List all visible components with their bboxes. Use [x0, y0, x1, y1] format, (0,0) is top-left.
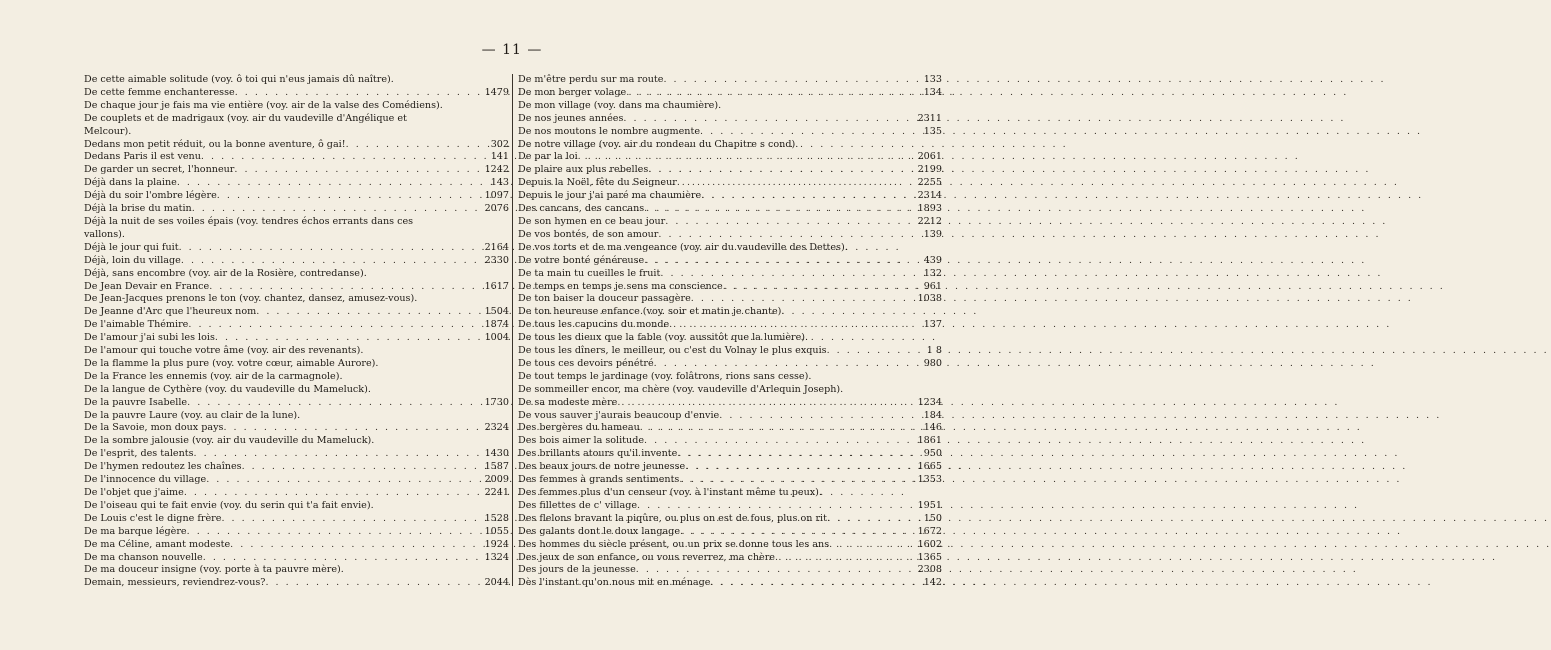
- entry-title: vallons).: [84, 228, 125, 240]
- index-entry: [518, 87, 942, 100]
- dot-leader: [654, 358, 914, 371]
- index-entry: [518, 577, 942, 590]
- entry-title: De l'oiseau qui te fait envie (voy. du serin qui t'a fait envie).: [84, 499, 374, 511]
- entry-title: De son hymen en ce beau jour: [518, 215, 666, 227]
- entry-title: De Jeanne d'Arc que l'heureux nom: [84, 306, 257, 318]
- dot-leader: [701, 190, 914, 203]
- index-entry: [84, 345, 509, 358]
- entry-page-number: 1234: [917, 396, 942, 408]
- entry-page-number: 134: [923, 86, 942, 98]
- index-entry: [84, 410, 509, 423]
- entry-page-number: 1504: [484, 306, 509, 318]
- dot-leader: [775, 552, 914, 565]
- dot-leader: [660, 268, 914, 281]
- index-entry: [518, 177, 942, 190]
- entry-title: De Jean-Jacques prenons le ton (voy. chantez, dansez, amusez-vous).: [84, 293, 418, 305]
- entry-title: Déjà, sans encombre (voy. air de la Rosière, contredanse).: [84, 267, 367, 279]
- index-entry: [518, 474, 942, 487]
- entry-page-number: 1038: [917, 293, 942, 305]
- index-entry: [84, 229, 509, 242]
- entry-page-number: 1097: [484, 190, 509, 202]
- dot-leader: [644, 203, 914, 216]
- dot-leader: [669, 319, 914, 332]
- index-entry: [84, 164, 509, 177]
- index-entry: [84, 397, 509, 410]
- index-entry: [518, 564, 942, 577]
- entry-page-number: 1324: [484, 551, 509, 563]
- entry-page-number: 439: [923, 254, 942, 266]
- dot-leader: [829, 539, 914, 552]
- index-entry: [518, 435, 942, 448]
- entry-page-number: 1479: [484, 86, 509, 98]
- index-entry: [84, 539, 509, 552]
- dot-leader: [235, 87, 481, 100]
- dot-leader: [677, 177, 914, 190]
- entry-title: Demain, messieurs, reviendrez-vous?: [84, 577, 266, 589]
- dot-leader: [719, 410, 914, 423]
- entry-title: Melcour).: [84, 125, 132, 137]
- entry-page-number: 1004: [484, 332, 509, 344]
- entry-page-number: 2212: [917, 215, 942, 227]
- index-entry: [518, 526, 942, 539]
- entry-page-number: 302: [490, 138, 509, 150]
- dot-leader: [700, 126, 914, 139]
- entry-title: De la pauvre Laure (voy. au clair de la lune).: [84, 409, 301, 421]
- entry-title: Des beaux jours de notre jeunesse: [518, 461, 686, 473]
- index-entry: [84, 126, 509, 139]
- entry-page-number: 2324: [484, 422, 509, 434]
- dot-leader: [679, 474, 914, 487]
- entry-title: De tous les dieux que la fable (voy. aussitôt que la lumière).: [518, 332, 809, 344]
- index-entry: [84, 422, 509, 435]
- dot-leader: [177, 177, 481, 190]
- entry-page-number: 2241: [484, 487, 509, 498]
- index-entry: [84, 190, 509, 203]
- entry-title: Des femmes à grands sentiments: [518, 474, 680, 486]
- index-entry: [518, 126, 942, 139]
- dot-leader: [188, 319, 481, 332]
- entry-title: Des flelons bravant la piqûre, ou plus on est de fous, plus on rit: [518, 512, 827, 524]
- entry-title: Déjà la nuit de ses voiles épais (voy. tendres échos errants dans ces: [84, 215, 414, 227]
- entry-title: De tous ces devoirs pénétré: [518, 357, 654, 369]
- index-entry: [84, 139, 509, 152]
- index-entry: [84, 358, 509, 371]
- index-entry: [84, 216, 509, 229]
- index-entry: [518, 100, 942, 113]
- index-entry: [518, 255, 942, 268]
- index-entry: [518, 216, 942, 229]
- entry-page-number: 2009: [484, 474, 509, 486]
- index-entry: [518, 139, 942, 152]
- page-number: — 11 —: [481, 42, 543, 58]
- entry-page-number: 1365: [917, 551, 942, 563]
- index-entry: [84, 151, 509, 164]
- entry-title: De l'aimable Thémire: [84, 319, 189, 331]
- entry-title: De la flamme la plus pure (voy. votre cœur, aimable Aurore).: [84, 357, 379, 369]
- entry-title: De l'amour j'ai subi les lois: [84, 332, 215, 344]
- index-entry: [84, 203, 509, 216]
- index-entry: [518, 281, 942, 294]
- entry-page-number: 2314: [917, 190, 942, 202]
- dot-leader: [658, 229, 914, 242]
- index-entry: [518, 448, 942, 461]
- index-entry: [84, 293, 509, 306]
- dot-leader: [215, 332, 481, 345]
- entry-page-number: 1861: [917, 435, 942, 447]
- dot-leader: [644, 255, 914, 268]
- entry-page-number: 1528: [484, 512, 509, 524]
- entry-title: De ma chanson nouvelle: [84, 551, 203, 563]
- entry-page-number: 961: [923, 280, 942, 292]
- entry-title: De tous les capucins du monde: [518, 319, 670, 331]
- dot-leader: [648, 164, 914, 177]
- entry-title: Des bergères du hameau: [518, 422, 640, 434]
- dot-leader: [636, 564, 914, 577]
- dot-leader: [623, 113, 914, 126]
- entry-title: Des jours de la jeunesse: [518, 564, 636, 576]
- entry-title: Des jeux de son enfance, ou vous reverrez, ma chère: [518, 551, 775, 563]
- entry-title: Des fillettes de c' village: [518, 499, 638, 511]
- entry-title: De l'innocence du village: [84, 474, 207, 486]
- entry-title: De ma douceur insigne (voy. porte à ta pauvre mère).: [84, 564, 344, 576]
- entry-title: De l'hymen redoutez les chaînes: [84, 461, 242, 473]
- index-entry: [518, 513, 942, 526]
- entry-page-number: 1055: [484, 525, 509, 537]
- dot-leader: [187, 397, 481, 410]
- entry-title: Déjà la brise du matin: [84, 203, 192, 215]
- dot-leader: [201, 151, 481, 164]
- index-entry: [84, 384, 509, 397]
- entry-title: De l'esprit, des talents: [84, 448, 194, 460]
- index-entry: [518, 410, 942, 423]
- entry-title: De par la loi: [518, 151, 578, 163]
- index-entry: [518, 203, 942, 216]
- index-entry: [518, 345, 942, 358]
- entry-title: De temps en temps je sens ma conscience: [518, 280, 723, 292]
- entry-page-number: 137: [923, 319, 942, 331]
- dot-leader: [680, 526, 914, 539]
- entry-title: De ton heureuse enfance (voy. soir et matin je chante).: [518, 306, 785, 318]
- entry-page-number: 143: [490, 177, 509, 189]
- index-entry: [518, 242, 942, 255]
- index-entry: [84, 87, 509, 100]
- index-entry: [84, 552, 509, 565]
- entry-page-number: 139: [923, 228, 942, 240]
- entry-title: Depuis la Noël, fête du Seigneur: [518, 177, 677, 189]
- dot-leader: [677, 448, 914, 461]
- index-entry: [518, 74, 942, 87]
- dot-leader: [203, 552, 481, 565]
- dot-leader: [637, 500, 914, 513]
- dot-leader: [346, 139, 481, 152]
- entry-page-number: 2255: [917, 177, 942, 189]
- index-entry: [518, 319, 942, 332]
- entry-title: De mon berger volage: [518, 86, 627, 98]
- entry-title: Déjà, loin du village: [84, 254, 181, 266]
- index-entry: [518, 539, 942, 552]
- index-entry: [518, 500, 942, 513]
- entry-page-number: 1617: [484, 280, 509, 292]
- entry-title: De vos bontés, de son amour: [518, 228, 659, 240]
- dot-leader: [665, 216, 914, 229]
- entry-title: Dedans mon petit réduit, ou la bonne aventure, ô gai!: [84, 138, 346, 150]
- entry-title: De garder un secret, l'honneur: [84, 164, 235, 176]
- entry-title: De l'objet que j'aime: [84, 487, 184, 498]
- index-entry: [518, 552, 942, 565]
- entry-page-number: 146: [923, 422, 942, 434]
- index-entry: [518, 306, 942, 319]
- entry-title: De la France les ennemis (voy. air de la carmagnole).: [84, 370, 343, 382]
- entry-title: De notre village (voy. air du rondeau du Chapitre s cond).: [518, 138, 799, 150]
- entry-title: De la Savoie, mon doux pays: [84, 422, 224, 434]
- dot-leader: [242, 461, 481, 474]
- dot-leader: [230, 539, 481, 552]
- entry-title: De l'amour qui touche votre âme (voy. air des revenants).: [84, 345, 364, 357]
- dot-leader: [827, 345, 914, 358]
- dot-leader: [265, 577, 481, 590]
- dot-leader: [221, 513, 481, 526]
- dot-leader: [723, 281, 914, 294]
- entry-title: Depuis le jour j'ai paré ma chaumière: [518, 190, 702, 202]
- entry-title: De plaire aux plus rebelles: [518, 164, 649, 176]
- entry-page-number: 1874: [484, 319, 509, 331]
- index-entry: [84, 474, 509, 487]
- index-entry: [84, 526, 509, 539]
- index-entry: [518, 190, 942, 203]
- dot-leader: [640, 422, 914, 435]
- dot-leader: [206, 474, 481, 487]
- dot-leader: [184, 487, 481, 500]
- entry-title: De couplets et de madrigaux (voy. air du vaudeville d'Angélique et: [84, 112, 407, 124]
- entry-page-number: 2199: [917, 164, 942, 176]
- dot-leader: [217, 190, 481, 203]
- entry-title: Des brillants atours qu'il invente: [518, 448, 678, 460]
- index-entry: [518, 151, 942, 164]
- dot-leader: [685, 461, 914, 474]
- index-entry: [84, 448, 509, 461]
- dot-leader: [256, 306, 481, 319]
- entry-title: De tout temps le jardinage (voy. folâtrons, rions sans cesse).: [518, 370, 812, 382]
- index-entry: [84, 100, 509, 113]
- dot-leader: [181, 255, 481, 268]
- entry-title: De nos jeunes années: [518, 112, 624, 124]
- entry-title: De m'être perdu sur ma route: [518, 74, 664, 85]
- entry-page-number: 150: [923, 512, 942, 524]
- entry-page-number: 1924: [484, 538, 509, 550]
- index-entry: [84, 577, 509, 590]
- index-entry: [84, 513, 509, 526]
- index-entry: [518, 384, 942, 397]
- index-entry: [518, 397, 942, 410]
- entry-title: De ton baiser la douceur passagère: [518, 293, 691, 305]
- index-entry: [84, 74, 509, 87]
- entry-page-number: 132: [923, 267, 942, 279]
- dot-leader: [617, 397, 914, 410]
- entry-page-number: 1602: [917, 538, 942, 550]
- entry-title: Dès l'instant qu'on nous mit en ménage: [518, 577, 711, 589]
- column-divider: [512, 74, 513, 586]
- dot-leader: [179, 242, 481, 255]
- entry-title: De la langue de Cythère (voy. du vaudeville du Mameluck).: [84, 383, 371, 395]
- entry-page-number: 1242: [484, 164, 509, 176]
- index-entry: [84, 319, 509, 332]
- entry-page-number: 133: [923, 74, 942, 85]
- entry-page-number: 1 8: [926, 345, 942, 357]
- entry-page-number: 1430: [484, 448, 509, 460]
- entry-page-number: 1353: [917, 474, 942, 486]
- entry-page-number: 980: [923, 357, 942, 369]
- index-entry: [84, 242, 509, 255]
- index-entry: [84, 371, 509, 384]
- entry-page-number: 2164: [484, 241, 509, 253]
- dot-leader: [223, 422, 481, 435]
- index-entry: [518, 422, 942, 435]
- index-entry: [518, 293, 942, 306]
- entry-page-number: 2076: [484, 203, 509, 215]
- entry-title: De Jean Devair en France: [84, 280, 210, 292]
- index-entry: [518, 358, 942, 371]
- index-entry: [518, 268, 942, 281]
- index-entry: [84, 564, 509, 577]
- left-column: [84, 74, 509, 590]
- index-entry: [518, 164, 942, 177]
- index-entry: [518, 229, 942, 242]
- dot-leader: [710, 577, 914, 590]
- index-entry: [84, 306, 509, 319]
- dot-leader: [194, 448, 481, 461]
- entry-page-number: 2311: [917, 112, 942, 124]
- entry-title: De la sombre jalousie (voy. air du vaudeville du Mameluck).: [84, 435, 375, 447]
- entry-title: De chaque jour je fais ma vie entière (voy. air de la valse des Comédiens).: [84, 99, 443, 111]
- index-entry: [84, 268, 509, 281]
- entry-title: De ma Céline, amant modeste: [84, 538, 231, 550]
- entry-title: Dedans Paris il est venu: [84, 151, 201, 163]
- entry-title: De vos torts et de ma vengeance (voy. air du vaudeville des Dettes).: [518, 241, 848, 253]
- entry-page-number: 2308: [917, 564, 942, 576]
- dot-leader: [187, 526, 481, 539]
- dot-leader: [663, 74, 914, 87]
- entry-title: De nos moutons le nombre augmente: [518, 125, 701, 137]
- entry-page-number: 141: [490, 151, 509, 163]
- entry-page-number: 1672: [917, 525, 942, 537]
- entry-page-number: 2044: [484, 577, 509, 589]
- entry-page-number: 1587: [484, 461, 509, 473]
- dot-leader: [644, 435, 914, 448]
- entry-page-number: 2330: [484, 254, 509, 266]
- entry-page-number: 1951: [917, 499, 942, 511]
- entry-page-number: 1730: [484, 396, 509, 408]
- index-entry: [84, 435, 509, 448]
- index-entry: [84, 487, 509, 500]
- entry-title: Des bois aimer la solitude: [518, 435, 645, 447]
- index-entry: [518, 461, 942, 474]
- index-entry: [84, 113, 509, 126]
- index-entry: [518, 371, 942, 384]
- index-entry: [84, 281, 509, 294]
- index-entry: [518, 487, 942, 500]
- dot-leader: [626, 87, 914, 100]
- index-entry: [84, 177, 509, 190]
- entry-page-number: 1893: [917, 203, 942, 215]
- entry-title: Des cancans, des cancans: [518, 203, 645, 215]
- entry-title: De la pauvre Isabelle: [84, 396, 188, 408]
- index-entry: [84, 332, 509, 345]
- entry-page-number: 135: [923, 125, 942, 137]
- dot-leader: [691, 293, 914, 306]
- entry-title: De mon village (voy. dans ma chaumière).: [518, 99, 722, 111]
- dot-leader: [234, 164, 481, 177]
- index-entry: [84, 500, 509, 513]
- entry-title: De cette aimable solitude (voy. ô toi qui n'eus jamais dû naître).: [84, 74, 394, 85]
- entry-title: Déjà dans la plaine: [84, 177, 177, 189]
- index-entry: [84, 461, 509, 474]
- entry-title: De votre bonté généreuse: [518, 254, 645, 266]
- entry-title: De sa modeste mère: [518, 396, 618, 408]
- entry-title: De ma barque légère: [84, 525, 187, 537]
- entry-page-number: 950: [923, 448, 942, 460]
- right-column: [518, 74, 942, 590]
- dot-leader: [192, 203, 481, 216]
- entry-title: De cette femme enchanteresse: [84, 86, 235, 98]
- index-entry: [84, 255, 509, 268]
- entry-title: De tous les dîners, le meilleur, ou c'est du Volnay le plus exquis: [518, 345, 827, 357]
- entry-title: Des galants dont le doux langage: [518, 525, 680, 537]
- dot-leader: [578, 151, 914, 164]
- entry-title: Déjà du soir l'ombre légère: [84, 190, 217, 202]
- entry-title: De Louis c'est le digne frère: [84, 512, 222, 524]
- entry-page-number: 184: [923, 409, 942, 421]
- entry-title: De vous sauver j'aurais beaucoup d'envie: [518, 409, 720, 421]
- entry-page-number: 142: [923, 577, 942, 589]
- entry-title: Déjà le jour qui fuit: [84, 241, 179, 253]
- entry-page-number: 1665: [917, 461, 942, 473]
- dot-leader: [827, 513, 914, 526]
- dot-leader: [209, 281, 481, 294]
- entry-title: Des hommes du siècle présent, ou un prix se donne tous les ans: [518, 538, 830, 550]
- entry-page-number: 2061: [917, 151, 942, 163]
- entry-title: De sommeiller encor, ma chère (voy. vaudeville d'Arlequin Joseph).: [518, 383, 844, 395]
- entry-title: Des femmes plus d'un censeur (voy. à l'instant même tu peux).: [518, 487, 822, 498]
- index-entry: [518, 113, 942, 126]
- index-entry: [518, 332, 942, 345]
- entry-title: De ta main tu cueilles le fruit: [518, 267, 661, 279]
